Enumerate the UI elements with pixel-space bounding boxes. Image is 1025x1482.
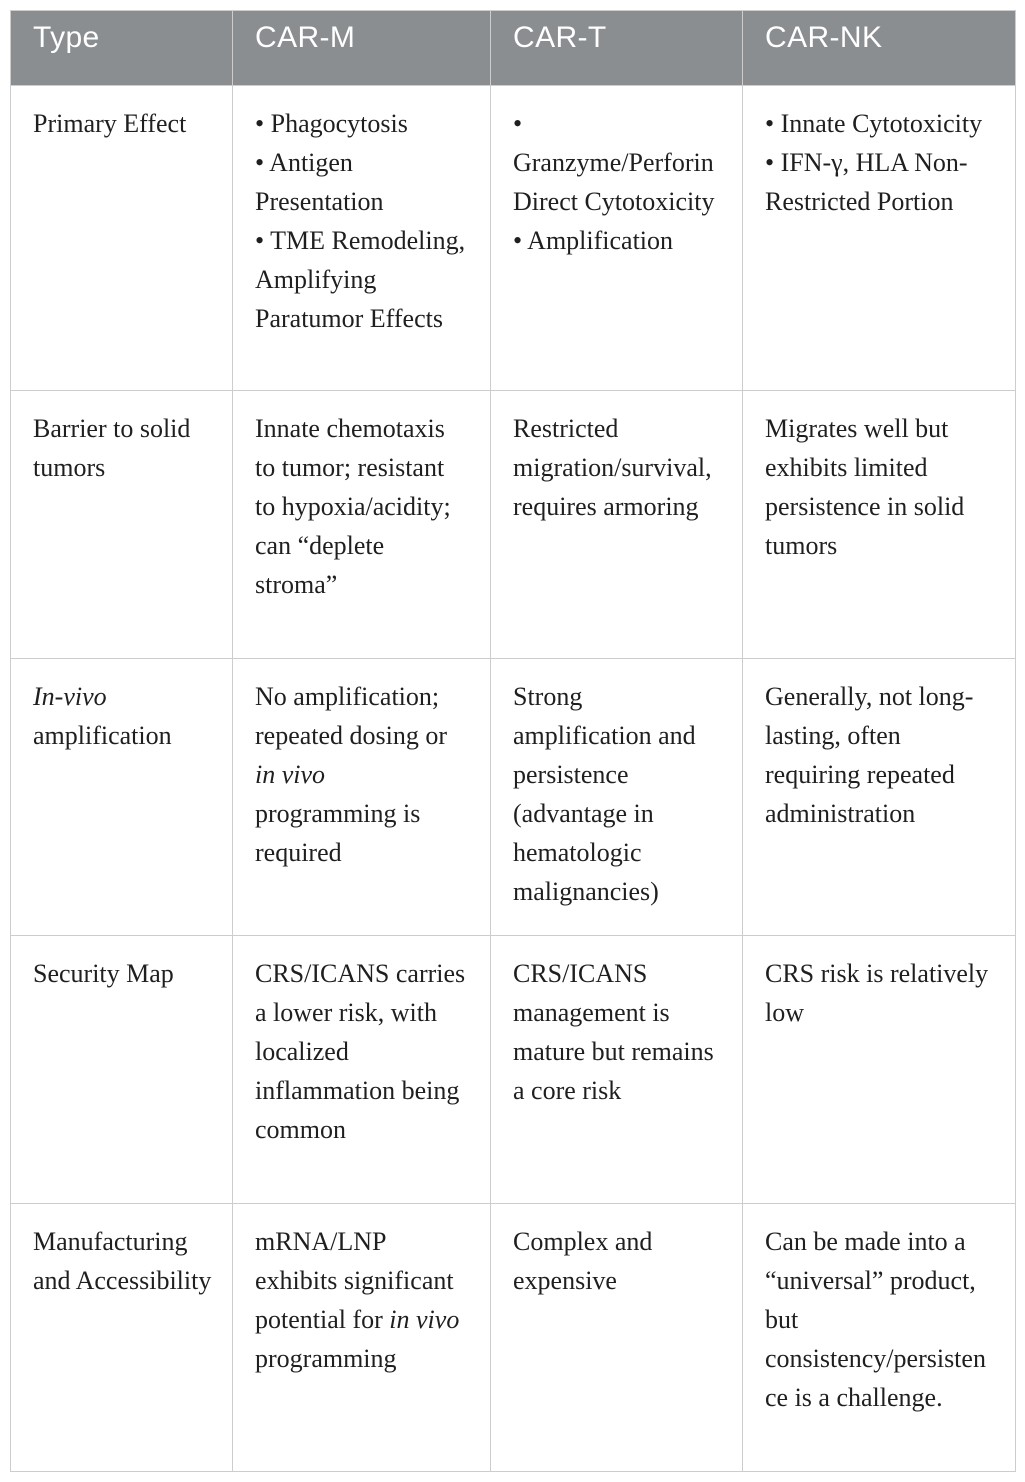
table-cell <box>743 1204 1016 1472</box>
bullet-icon: • <box>765 148 781 177</box>
text-segment: Complex and expensive <box>513 1227 653 1295</box>
table-cell <box>491 391 743 659</box>
text-segment: in vivo <box>255 760 326 789</box>
row-label <box>11 1204 233 1472</box>
text-segment: Primary Effect <box>33 109 187 138</box>
table-cell <box>491 86 743 391</box>
cell-text <box>255 677 470 872</box>
cell-text <box>513 677 722 911</box>
text-segment: Innate Cytotoxicity <box>780 109 983 138</box>
row-label <box>11 391 233 659</box>
text-segment: CRS risk is relatively low <box>765 959 989 1027</box>
table-cell <box>233 86 491 391</box>
table-cell <box>233 391 491 659</box>
bullet-icon: • <box>765 109 781 138</box>
text-segment: Amplification <box>527 226 674 255</box>
table-cell <box>743 391 1016 659</box>
table-body <box>11 86 1016 1472</box>
text-segment: No amplification; repeated dosing or <box>255 682 448 750</box>
cell-text <box>33 954 212 993</box>
table-cell <box>743 659 1016 936</box>
cell-text <box>765 954 995 1032</box>
text-segment: amplification <box>33 721 172 750</box>
text-segment: TME Remodeling, Amplifying Paratumor Effects <box>255 226 466 333</box>
text-segment: Antigen Presentation <box>255 148 384 216</box>
table-cell <box>233 1204 491 1472</box>
bullet-item <box>765 104 995 143</box>
table-header <box>11 11 1016 86</box>
table-cell <box>491 659 743 936</box>
bullet-icon: • <box>255 109 271 138</box>
cell-text <box>765 677 995 833</box>
table-row <box>11 936 1016 1204</box>
table-cell <box>233 936 491 1204</box>
bullet-icon: • <box>255 226 271 255</box>
table-row <box>11 391 1016 659</box>
cell-text <box>513 954 722 1110</box>
table-row <box>11 86 1016 391</box>
bullet-icon: • <box>513 109 523 138</box>
cell-text <box>33 1222 212 1300</box>
table-cell <box>491 936 743 1204</box>
bullet-item <box>765 143 995 221</box>
column-header-type: Type <box>11 11 233 86</box>
text-segment: Phagocytosis <box>270 109 408 138</box>
text-segment: Restricted migration/survival, requires armoring <box>513 414 712 521</box>
text-segment: Security Map <box>33 959 174 988</box>
header-row <box>11 11 1016 86</box>
cell-text <box>255 1222 470 1378</box>
table-row <box>11 1204 1016 1472</box>
table-cell <box>233 659 491 936</box>
text-segment: In-vivo <box>33 682 107 711</box>
table-cell <box>743 86 1016 391</box>
text-segment: Can be made into a “universal” product, but consistency/persistence is a challenge. <box>765 1227 986 1412</box>
cell-text <box>765 1222 995 1417</box>
bullet-icon: • <box>513 226 528 255</box>
text-segment: Granzyme/Perforin Direct Cytotoxicity <box>513 148 715 216</box>
text-segment: programming is required <box>255 799 421 867</box>
text-segment: Barrier to solid tumors <box>33 414 191 482</box>
text-segment: Manufacturing and Accessibility <box>33 1227 212 1295</box>
cell-text <box>255 409 470 604</box>
bullet-item <box>513 221 722 260</box>
text-segment: IFN-γ, HLA Non-Restricted Portion <box>765 148 968 216</box>
bullet-item <box>255 221 470 338</box>
column-header-car-m: CAR-M <box>233 11 491 86</box>
bullet-icon: • <box>255 148 270 177</box>
row-label <box>11 659 233 936</box>
column-header-car-t: CAR-T <box>491 11 743 86</box>
table-cell <box>491 1204 743 1472</box>
bullet-item <box>255 104 470 143</box>
text-segment: CRS/ICANS carries a lower risk, with localized inflammation being common <box>255 959 466 1144</box>
row-label <box>11 936 233 1204</box>
text-segment: mRNA/LNP exhibits significant potential for <box>255 1227 454 1334</box>
text-segment: Migrates well but exhibits limited persistence in solid tumors <box>765 414 965 560</box>
table-cell <box>743 936 1016 1204</box>
cell-text <box>33 104 212 143</box>
text-segment: in vivo <box>389 1305 460 1334</box>
cell-text <box>513 1222 722 1300</box>
cell-text <box>513 409 722 526</box>
column-header-car-nk: CAR-NK <box>743 11 1016 86</box>
text-segment: CRS/ICANS management is mature but remains a core risk <box>513 959 714 1105</box>
table-row <box>11 659 1016 936</box>
comparison-table <box>10 10 1016 1472</box>
text-segment: programming <box>255 1344 397 1373</box>
cell-text <box>765 409 995 565</box>
text-segment: Generally, not long-lasting, often requiring repeated administration <box>765 682 974 828</box>
text-segment: Strong amplification and persistence (advantage in hematologic malignancies) <box>513 682 696 906</box>
bullet-item <box>513 104 722 221</box>
cell-text <box>33 677 212 755</box>
text-segment: Innate chemotaxis to tumor; resistant to hypoxia/acidity; can “deplete stroma” <box>255 414 451 599</box>
bullet-item <box>255 143 470 221</box>
row-label <box>11 86 233 391</box>
cell-text <box>255 954 470 1149</box>
cell-text <box>33 409 212 487</box>
